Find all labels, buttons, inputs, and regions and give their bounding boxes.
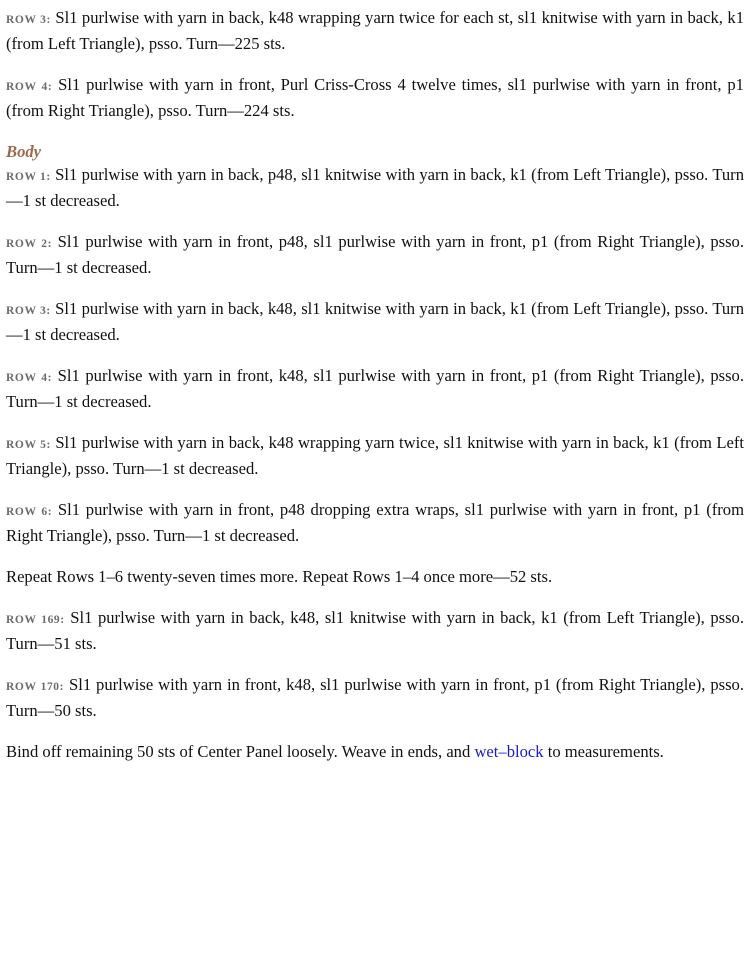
row-label: ROW 1: xyxy=(6,171,51,183)
row-text: Sl1 purlwise with yarn in back, k48, sl1 knitwise with yarn in back, k1 (from Left Triangle), psso. Turn—1 st decreased. xyxy=(6,299,744,344)
pattern-row xyxy=(6,431,744,480)
row-text: Sl1 purlwise with yarn in back, k48, sl1 knitwise with yarn in back, k1 (from Left Triangle), psso. Turn—51 sts. xyxy=(6,608,744,653)
closing-text-after: to measurements. xyxy=(543,742,664,761)
section-heading: Body xyxy=(6,142,42,161)
row-text: Sl1 purlwise with yarn in back, p48, sl1 knitwise with yarn in back, k1 (from Left Triangle), psso. Turn—1 st decreased. xyxy=(6,165,744,210)
pattern-row xyxy=(6,297,744,346)
pattern-row xyxy=(6,606,744,655)
pattern-row xyxy=(6,230,744,279)
pattern-row xyxy=(6,364,744,413)
pattern-row xyxy=(6,163,744,212)
row-label: ROW 2: xyxy=(6,238,53,250)
row-label: ROW 169: xyxy=(6,614,65,626)
row-text: Sl1 purlwise with yarn in front, k48, sl1 purlwise with yarn in front, p1 (from Right Triangle), psso. Turn—1 st decreased. xyxy=(6,366,744,411)
wet-block-link[interactable]: wet–block xyxy=(474,742,544,761)
row-text: Sl1 purlwise with yarn in back, k48 wrapping yarn twice, sl1 knitwise with yarn in back, k1 (from Left Triangle), psso. Turn—1 st decreased. xyxy=(6,433,744,478)
repeat-instruction: Repeat Rows 1–6 twenty-seven times more. Repeat Rows 1–4 once more—52 sts. xyxy=(6,567,553,586)
row-label: ROW 5: xyxy=(6,439,51,451)
pattern-row xyxy=(6,6,744,55)
row-label: ROW 6: xyxy=(6,506,53,518)
pattern-page xyxy=(6,6,744,781)
pattern-row xyxy=(6,498,744,547)
closing-text-before: Bind off remaining 50 sts of Center Panel loosely. Weave in ends, and xyxy=(6,742,475,761)
pattern-row xyxy=(6,73,744,122)
row-text: Sl1 purlwise with yarn in back, k48 wrapping yarn twice for each st, sl1 knitwise with yarn in back, k1 (from Left Triangle), psso. Turn—225 sts. xyxy=(6,8,744,53)
row-text: Sl1 purlwise with yarn in front, p48, sl1 purlwise with yarn in front, p1 (from Right Triangle), psso. Turn—1 st decreased. xyxy=(6,232,744,277)
row-label: ROW 3: xyxy=(6,14,51,26)
row-label: ROW 170: xyxy=(6,681,65,693)
closing-instruction xyxy=(6,740,744,763)
row-text: Sl1 purlwise with yarn in front, k48, sl1 purlwise with yarn in front, p1 (from Right Triangle), psso. Turn—50 sts. xyxy=(6,675,745,720)
pattern-row xyxy=(6,673,744,722)
row-text: Sl1 purlwise with yarn in front, Purl Criss-Cross 4 twelve times, sl1 purlwise with yarn in front, p1 (from Right Triangle), psso. Turn—224 sts. xyxy=(6,75,744,120)
row-label: ROW 4: xyxy=(6,372,53,384)
row-label: ROW 4: xyxy=(6,81,53,93)
row-label: ROW 3: xyxy=(6,305,51,317)
row-text: Sl1 purlwise with yarn in front, p48 dropping extra wraps, sl1 purlwise with yarn in front, p1 (from Right Triangle), psso. Turn—1 st decreased. xyxy=(6,500,744,545)
